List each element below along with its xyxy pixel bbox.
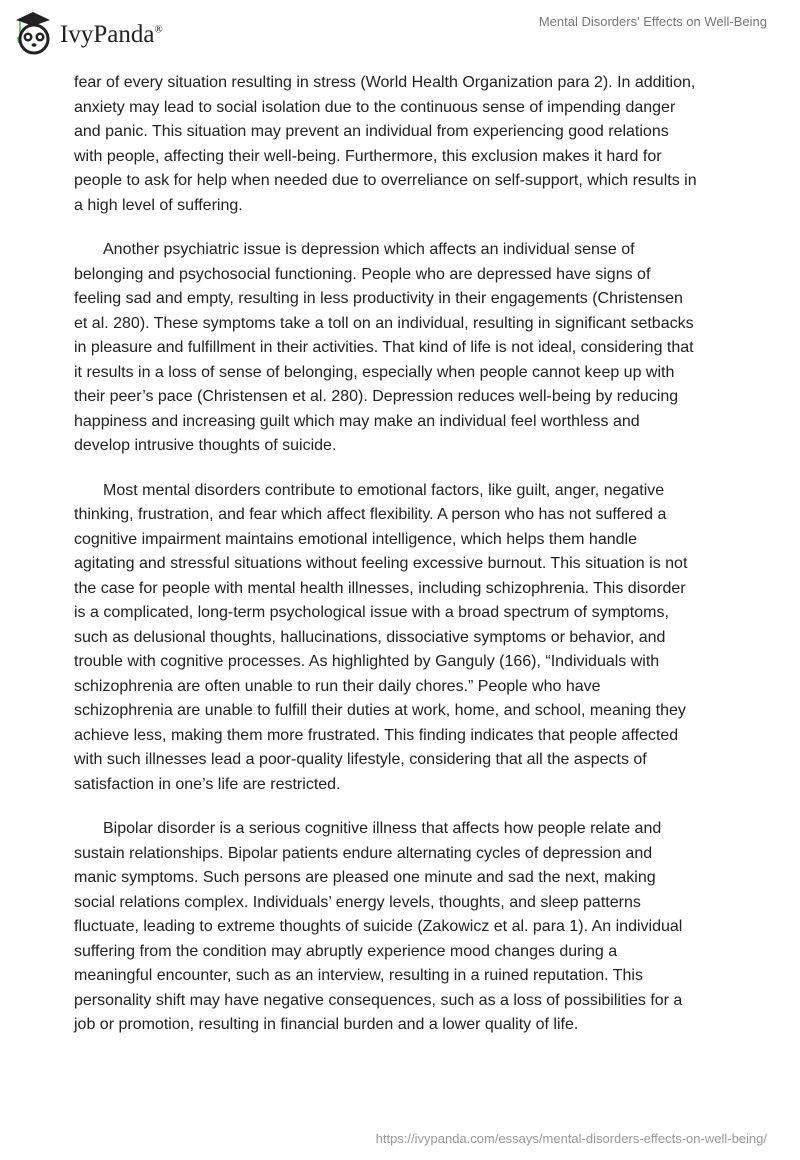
text-line: job or promotion, resulting in financial burden and a lower quality of life. — [74, 1016, 579, 1033]
text-line: suffering from the condition may abruptly experience mood changes during a — [74, 942, 618, 960]
paragraph — [74, 817, 734, 1038]
text-line: sustain relationships. Bipolar patients endure alternating cycles of depression and — [74, 844, 653, 862]
essay-body — [74, 71, 734, 1058]
paragraph — [74, 479, 734, 798]
paragraph — [74, 238, 734, 459]
text-line: trouble with cognitive processes. As highlighted by Ganguly (166), “Individuals with — [74, 653, 660, 670]
text-line: with people, affecting their well-being. Furthermore, this exclusion makes it hard for — [74, 147, 662, 165]
document-title: Mental Disorders' Effects on Well-Being — [538, 14, 767, 29]
text-line: fluctuate, leading to extreme thoughts of suicide (Zakowicz et al. para 1). An individual — [74, 918, 683, 935]
text-line: the case for people with mental health illnesses, including schizophrenia. This disorder — [74, 579, 686, 597]
logo-text: IvyPanda® — [60, 21, 163, 48]
source-url[interactable]: https://ivypanda.com/essays/mental-disorders-effects-on-well-being/ — [375, 1131, 767, 1146]
text-line: Most mental disorders contribute to emotional factors, like guilt, anger, negative — [103, 481, 665, 499]
text-line: such as delusional thoughts, hallucinations, dissociative symptoms or behavior, and — [74, 628, 666, 646]
text-line: schizophrenia are unable to fulfill their duties at work, home, and school, meaning they — [74, 702, 686, 719]
text-line: Bipolar disorder is a serious cognitive illness that affects how people relate and — [103, 820, 662, 837]
panda-graduate-icon — [12, 8, 54, 56]
text-line: Another psychiatric issue is depression which affects an individual sense of — [103, 241, 635, 258]
text-line: is a complicated, long-term psychological issue with a broad spectrum of symptoms, — [74, 604, 669, 621]
text-line: achieve less, making them more frustrated. This finding indicates that people affected — [74, 726, 679, 744]
text-line: feeling sad and empty, resulting in less productivity in their engagements (Christensen — [74, 290, 683, 307]
text-line: a high level of suffering. — [74, 196, 243, 214]
text-line: manic symptoms. Such persons are pleased one minute and sad the next, making — [74, 869, 656, 886]
text-line: schizophrenia are often unable to run their daily chores.” People who have — [74, 677, 601, 695]
text-line: develop intrusive thoughts of suicide. — [74, 437, 337, 454]
text-line: their peer’s pace (Christensen et al. 280). Depression reduces well-being by reducing — [74, 388, 679, 405]
text-line: and panic. This situation may prevent an individual from experiencing good relations — [74, 123, 669, 140]
paragraph — [74, 71, 734, 218]
text-line: in pleasure and fulfillment in their activities. That kind of life is not ideal, considering that — [74, 339, 694, 356]
text-line: thinking, frustration, and fear which affect flexibility. A person who has not suffered a — [74, 506, 667, 523]
text-line: with such illnesses lead a poor-quality lifestyle, considering that all the aspects of — [74, 751, 647, 768]
text-line: agitating and stressful situations without feeling excessive burnout. This situation is not — [74, 555, 688, 572]
text-line: et al. 280). These symptoms take a toll on an individual, resulting in significant setbacks — [74, 314, 694, 332]
text-line: it results in a loss of sense of belonging, especially when people cannot keep up with — [74, 363, 675, 381]
text-line: cognitive impairment maintains emotional intelligence, which helps them handle — [74, 530, 637, 548]
text-line: social relations complex. Individuals’ energy levels, thoughts, and sleep patterns — [74, 893, 641, 911]
text-line: anxiety may lead to social isolation due to the continuous sense of impending danger — [74, 98, 676, 116]
text-line: happiness and increasing guilt which may make an individual feel worthless and — [74, 412, 640, 430]
text-line: belonging and psychosocial functioning. People who are depressed have signs of — [74, 265, 651, 283]
text-line: satisfaction in one’s life are restricted. — [74, 775, 341, 793]
text-line: meaningful encounter, such as an interview, resulting in a ruined reputation. This — [74, 967, 643, 984]
text-line: personality shift may have negative consequences, such as a loss of possibilities for a — [74, 991, 683, 1009]
ivypanda-logo[interactable] — [12, 8, 163, 56]
text-line: people to ask for help when needed due to overreliance on self-support, which results in — [74, 172, 697, 189]
text-line: fear of every situation resulting in stress (World Health Organization para 2). In addition, — [74, 74, 696, 91]
